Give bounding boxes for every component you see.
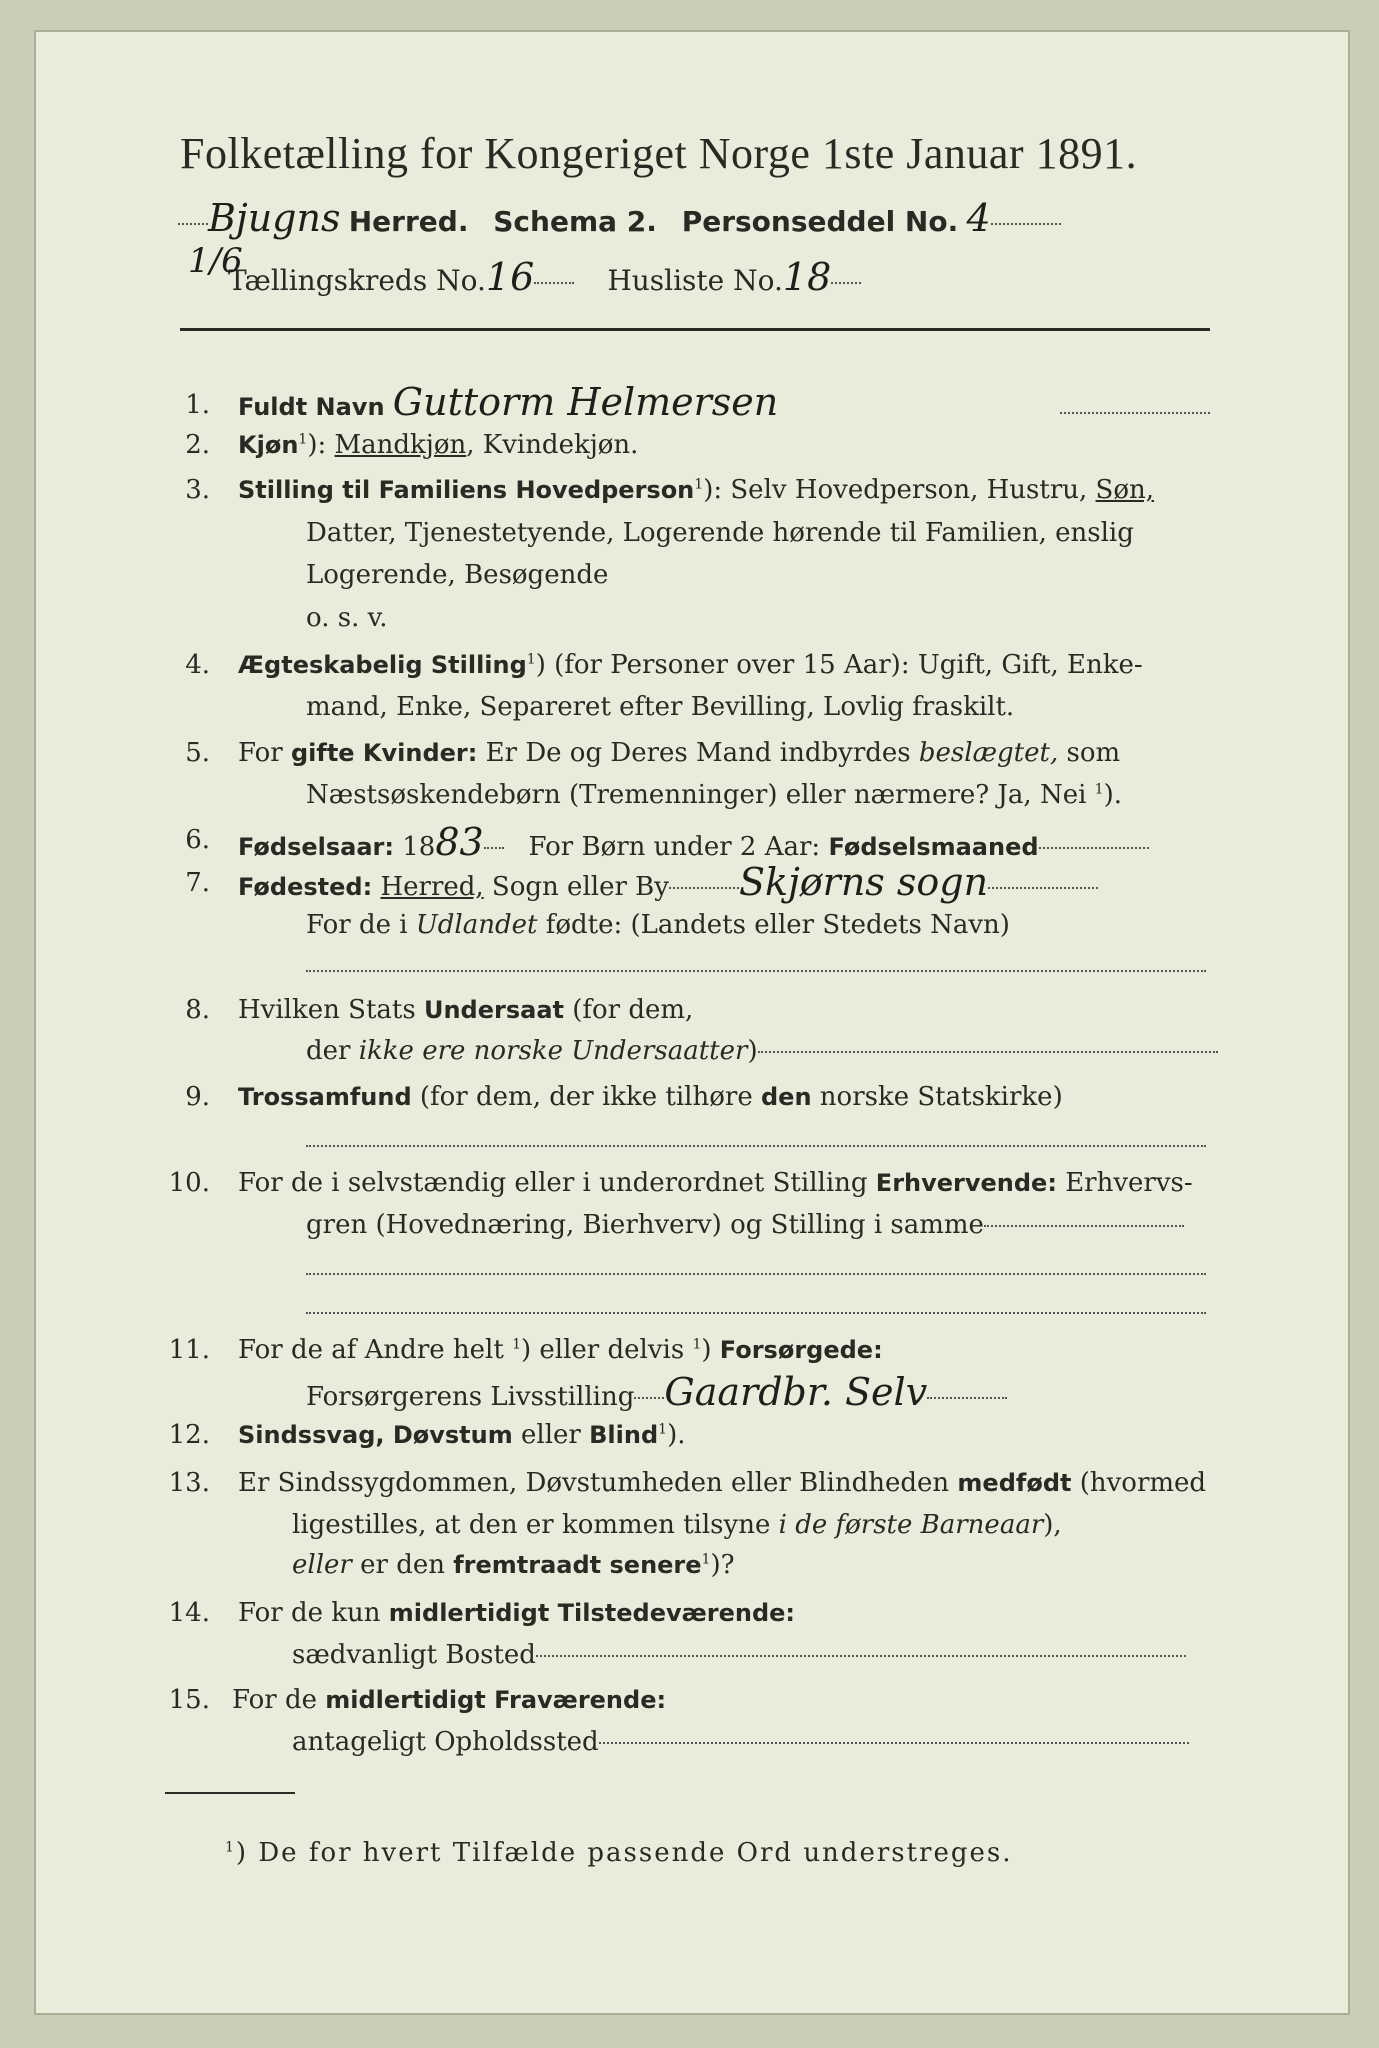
q9-number: 9. [185,1082,210,1112]
footnote-sup: 1 [225,1839,236,1856]
q13-line3b: er den [351,1550,454,1580]
q1-value: Guttorm Helmersen [392,380,779,424]
personseddel-value: 4 [966,196,991,240]
q15-line2: antageligt Opholdssted [292,1727,599,1757]
personseddel-label: Personseddel No. [681,205,959,238]
q10-row-1 [238,1168,1193,1198]
q6-label2: Fødselsmaaned [828,833,1039,861]
q14-row-2 [292,1640,1186,1670]
q7-label: Fødested: [238,873,373,901]
left-handwritten-mark: 1/6 [188,241,243,281]
q5-end: ). [1103,780,1123,810]
footnote [225,1838,1013,1868]
q10-dotline-1 [306,1273,1206,1275]
q13-row-3 [292,1550,735,1580]
q7-number: 7. [185,868,210,898]
q3-label: Stilling til Familiens Hovedperson [238,476,695,504]
q11-line1b: ) eller delvis [520,1335,693,1365]
q1-number: 1. [185,390,210,420]
q15-row-1 [232,1685,666,1715]
q8-italic: ikke ere norske Undersaatter [358,1036,748,1066]
q13-row-1 [238,1468,1206,1498]
q4-line1: ) (for Personer over 15 Aar): Ugift, Gift, Enke- [535,650,1143,680]
taellingskreds-value: 16 [485,255,535,299]
q5-line1b: som [1058,738,1121,768]
q8-bold: Undersaat [423,996,564,1024]
q3-line3: Logerende, Besøgende [306,560,609,590]
taellingskreds-label: Tællingskreds No. [228,264,486,297]
q11-number: 11. [168,1335,210,1365]
q14-row-1 [238,1598,795,1628]
q9-text: (for dem, der ikke tilhøre [411,1082,761,1112]
q15-row-2 [292,1727,1189,1757]
q13-row-2 [292,1510,1062,1540]
q5-label-b: gifte Kvinder: [290,739,478,767]
q7-line2b: fødte: (Landets eller Stedets Navn) [537,910,1010,940]
q1-row [238,380,778,424]
q1-dotline [1060,412,1210,414]
q6-mid: For Børn under 2 Aar: [528,832,829,862]
q6-row [238,820,1149,864]
q2-text: ): [307,430,327,460]
q3-line1: ): Selv Hovedperson, Hustru, [703,475,1096,505]
q12-bold2: Blind [589,1421,659,1449]
q6-prefix: 18 [394,832,436,862]
q5-line2: Næstsøskendebørn (Tremenninger) eller nærmere? Ja, Nei [306,780,1095,810]
q2-sup: 1 [298,431,308,448]
q8-number: 8. [185,995,210,1025]
q4-number: 4. [185,650,210,680]
q5-number: 5. [185,738,210,768]
q9-bold2: den [760,1083,812,1111]
q2-number: 2. [185,430,210,460]
q1-label: Fuldt Navn [238,393,385,421]
q11-bold: Forsørgede: [719,1336,883,1364]
q5-italic: beslægtet, [918,738,1059,768]
herred-line [178,196,1061,240]
q8-line1b: (for dem, [563,995,694,1025]
q12-number: 12. [168,1420,210,1450]
schema-label: Schema 2. [493,205,657,238]
q3-line4: o. s. v. [306,603,388,633]
q13-bold2: fremtraadt senere [453,1551,702,1579]
q12-bold: Sindssvag, Døvstum [238,1421,513,1449]
q11-line1a: For de af Andre helt [238,1335,513,1365]
q2-option-mandkjon: Mandkjøn [334,430,467,460]
q8-row-1 [238,995,693,1025]
q3-son: Søn, [1095,475,1155,505]
q10-bold: Erhvervende: [875,1169,1057,1197]
q10-line2: gren (Hovednæring, Bierhverv) og Stilling i samme [306,1210,984,1240]
q3-line2: Datter, Tjenestetyende, Logerende hørende til Familien, enslig [306,518,1134,548]
q13-italic: i de første Barneaar [778,1510,1044,1540]
q8-line2a: der [306,1036,359,1066]
q7-line2a: For de i [306,910,416,940]
taellingskreds-line [188,241,861,299]
q9-text2: norske Statskirke) [811,1082,1063,1112]
q11-sup: 1 [512,1336,521,1353]
q10-line1a: For de i selvstændig eller i underordnet Stilling [238,1168,876,1198]
q13-line2a: ligestilles, at den er kommen tilsyne [292,1510,779,1540]
q11-line1c: ) [701,1335,720,1365]
q5-label-a: For [238,738,283,768]
footnote-text: ) De for hvert Tilfælde passende Ord understreges. [235,1838,1013,1868]
q11-row-1 [238,1335,883,1365]
q13-line1a: Er Sindssygdommen, Døvstumheden eller Blindheden [238,1468,958,1498]
q3-row-1 [238,475,1154,505]
q7-rest: Sogn eller By [483,872,669,902]
q3-number: 3. [185,475,210,505]
q14-line2: sædvanligt Bosted [292,1640,536,1670]
q12-row [238,1420,685,1450]
q14-bold: midlertidigt Tilstedeværende: [388,1599,796,1627]
q4-label: Ægteskabelig Stilling [238,651,527,679]
q2-row [238,430,638,460]
q8-line2b: ) [747,1036,758,1066]
q6-number: 6. [185,825,210,855]
q6-value: 83 [435,820,484,864]
q9-bold: Trossamfund [238,1083,412,1111]
q8-line1a: Hvilken Stats [238,995,424,1025]
husliste-value: 18 [782,255,832,299]
q7-row-1 [238,860,1098,904]
q12-mid: eller [512,1420,590,1450]
q7-row-2 [306,910,1010,940]
q13-bold: medfødt [957,1469,1072,1497]
herred-label: Herred. [348,205,469,238]
q7-dotline [306,970,1206,972]
q13-line3a: eller [292,1550,352,1580]
footnote-rule [165,1792,295,1794]
q10-number: 10. [168,1168,210,1198]
q9-row [238,1082,1063,1112]
q6-label: Fødselsaar: [238,833,394,861]
q7-herred: Herred, [380,872,484,902]
q12-end: ). [667,1420,686,1450]
q4-row-1 [238,650,1143,680]
q13-line1b: (hvormed [1071,1468,1207,1498]
q15-line1a: For de [232,1685,326,1715]
q7-value: Skjørns sogn [738,860,989,904]
q11-line2: Forsørgerens Livsstilling [306,1382,635,1412]
q5-line1a: Er De og Deres Mand indbyrdes [477,738,919,768]
q8-row-2 [306,1036,1218,1066]
q9-dotline [306,1145,1206,1147]
q7-italic: Udlandet [415,910,538,940]
q10-dotline-2 [306,1312,1206,1314]
husliste-label: Husliste No. [607,264,783,297]
q2-option-kvindekjon: , Kvindekjøn. [466,430,639,460]
q4-line2: mand, Enke, Separeret efter Bevilling, Lovlig fraskilt. [306,692,1015,722]
q4-sup: 1 [526,651,536,668]
q5-sup: 1 [1094,781,1104,798]
q14-line1a: For de kun [238,1598,389,1628]
q11-sup2: 1 [692,1336,702,1353]
q10-line1b: Erhvervs- [1056,1168,1193,1198]
q14-number: 14. [168,1598,210,1628]
q5-row-1 [238,738,1120,768]
q10-row-2 [306,1210,1184,1240]
q15-bold: midlertidigt Fraværende: [325,1686,667,1714]
q11-value: Gaardbr. Selv [664,1370,928,1414]
q13-end: )? [710,1550,735,1580]
q13-number: 13. [168,1468,210,1498]
q13-sup: 1 [701,1551,711,1568]
q11-row-2 [306,1370,1007,1414]
header-rule [180,328,1210,331]
q12-sup: 1 [658,1421,668,1438]
herred-value: Bjugns [208,196,341,240]
q15-number: 15. [168,1685,210,1715]
q3-sup: 1 [694,476,704,493]
q13-line2b: ), [1043,1510,1062,1540]
q2-label: Kjøn [238,431,299,459]
q5-row-2 [306,780,1122,810]
form-title: Folketælling for Kongeriget Norge 1ste Januar 1891. [180,129,1138,178]
